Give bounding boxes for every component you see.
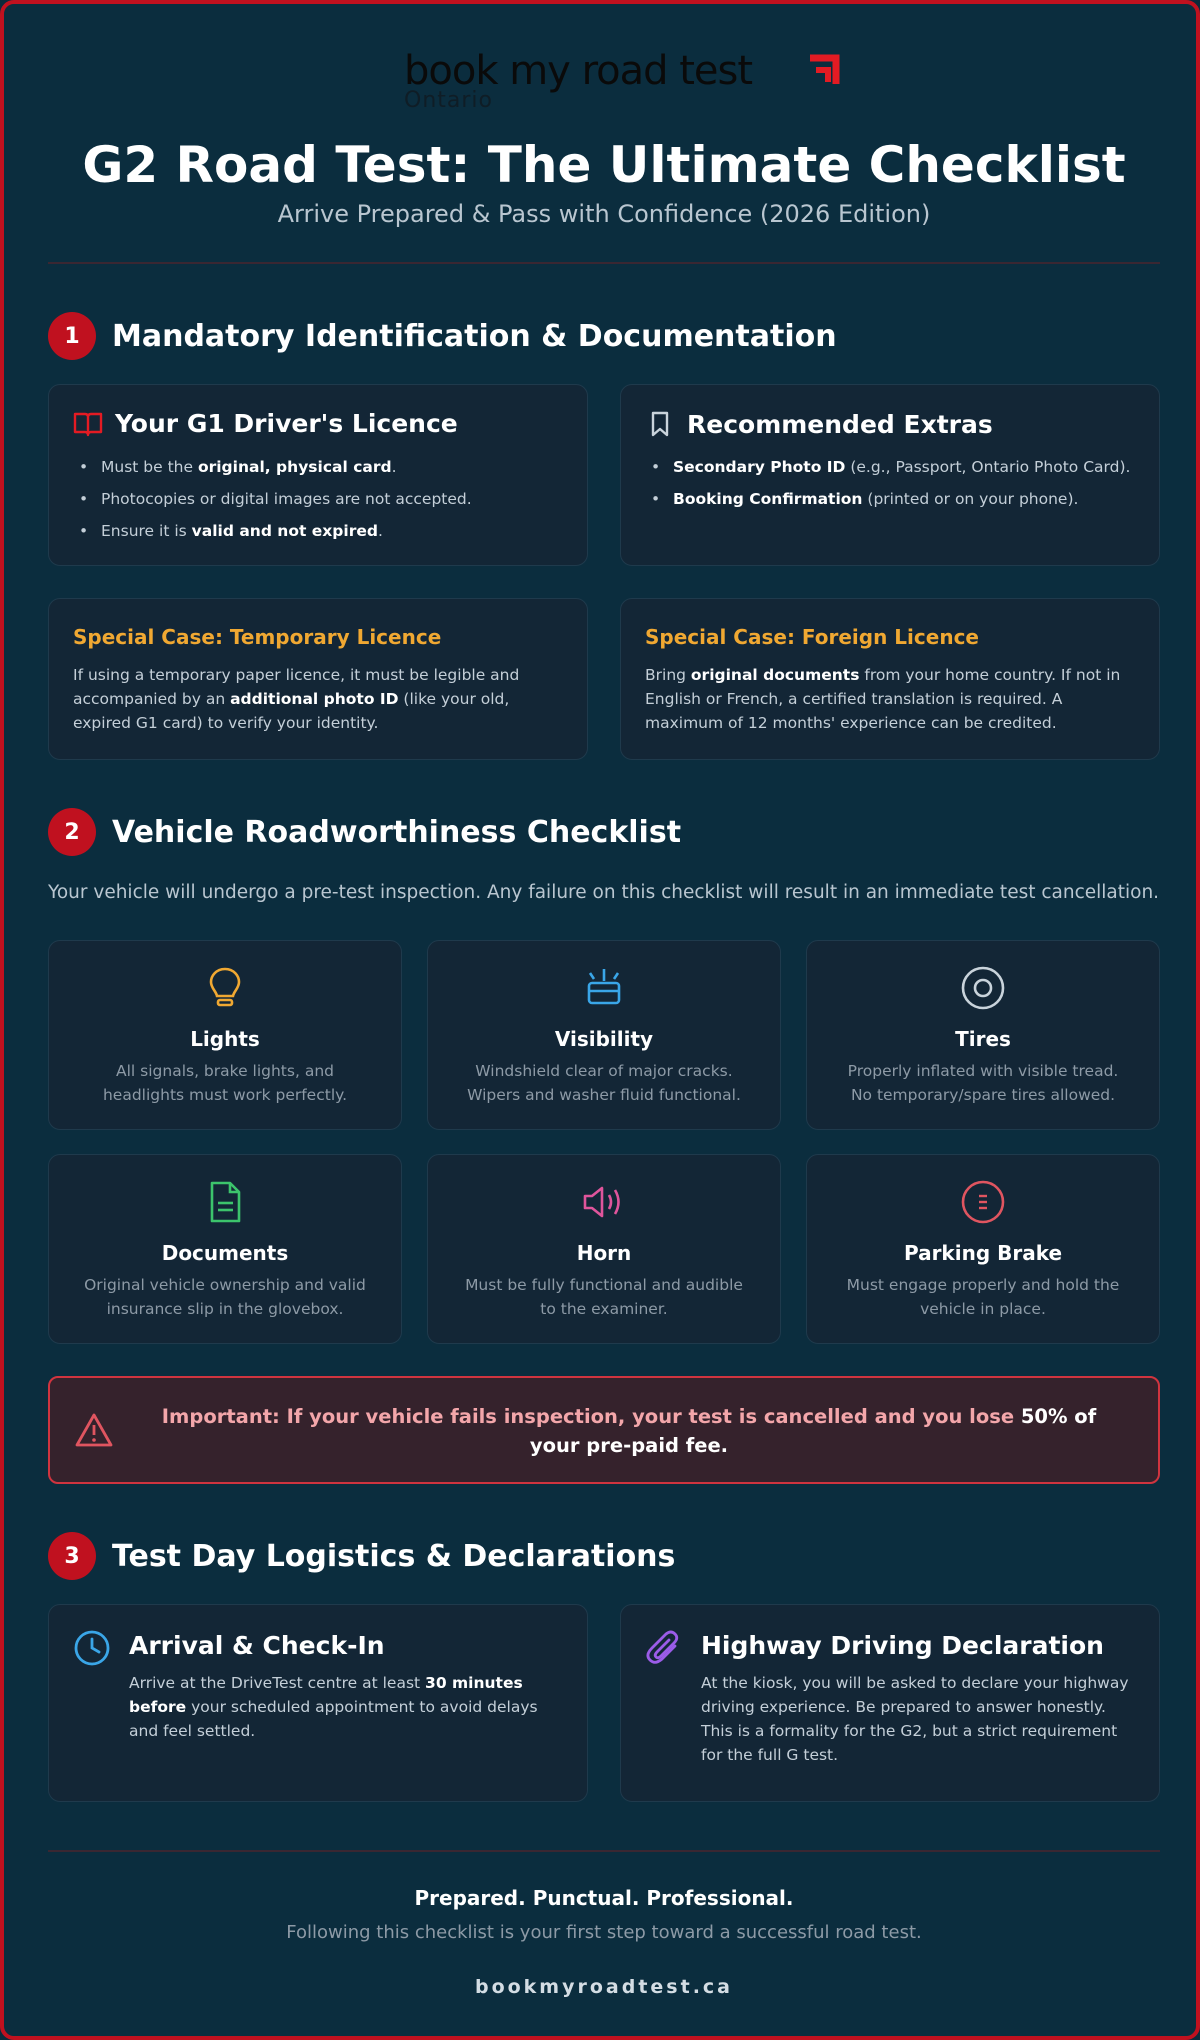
section-2-heading	[48, 808, 681, 856]
list-item: • Secondary Photo ID (e.g., Passport, Ontario Photo Card).	[651, 455, 1135, 479]
section-number: 3	[48, 1532, 96, 1580]
extras-list	[651, 455, 1135, 519]
section-number: 1	[48, 312, 96, 360]
tile-icon-wrap	[49, 965, 401, 1011]
list-item: • Booking Confirmation (printed or on your phone).	[651, 487, 1135, 511]
divider	[48, 1850, 1160, 1852]
card-body: Bring original documents from your home country. If not in English or French, a certified translation is required. A maximum of 12 months' experience can be credited.	[645, 666, 1121, 732]
card-title: Arrival & Check-In	[129, 1631, 385, 1660]
brand-logo[interactable]	[404, 48, 824, 118]
section-intro: Your vehicle will undergo a pre-test inspection. Any failure on this checklist will result in an immediate test cancellation.	[48, 882, 1160, 903]
windshield-icon	[581, 965, 627, 1011]
lights-tile	[48, 940, 402, 1130]
card-title-row	[645, 409, 993, 439]
tires-tile	[806, 940, 1160, 1130]
tire-icon	[960, 965, 1006, 1011]
parking-brake-icon	[960, 1179, 1006, 1225]
list-item: • Ensure it is valid and not expired.	[79, 519, 563, 543]
tile-body: Windshield clear of major cracks. Wipers and washer fluid functional.	[467, 1062, 741, 1104]
section-title: Mandatory Identification & Documentation	[112, 318, 837, 354]
list-item: • Must be the original, physical card.	[79, 455, 563, 479]
section-title: Test Day Logistics & Declarations	[112, 1538, 676, 1574]
highway-declaration-card	[620, 1604, 1160, 1802]
foreign-licence-card	[620, 598, 1160, 760]
paperclip-icon	[645, 1629, 683, 1667]
page-title: G2 Road Test: The Ultimate Checklist	[82, 136, 1126, 194]
card-title: Recommended Extras	[687, 409, 993, 439]
card-body: Arrive at the DriveTest centre at least 30 minutes before your scheduled appointment to avoid delays and feel settled.	[129, 1674, 538, 1740]
recommended-extras-card	[620, 384, 1160, 566]
section-number: 2	[48, 808, 96, 856]
card-title: Special Case: Temporary Licence	[73, 625, 442, 649]
section-title: Vehicle Roadworthiness Checklist	[112, 814, 682, 850]
card-title: Special Case: Foreign Licence	[645, 625, 979, 649]
arrival-checkin-card	[48, 1604, 588, 1802]
brand-arrow-icon	[806, 50, 850, 94]
lightbulb-icon	[202, 965, 248, 1011]
licence-requirements-list	[79, 455, 563, 551]
tile-icon-wrap	[428, 965, 780, 1011]
warning-icon	[74, 1412, 114, 1448]
tile-body: Properly inflated with visible tread. No temporary/spare tires allowed.	[847, 1062, 1119, 1104]
section-1-heading	[48, 312, 837, 360]
tile-title: Visibility	[554, 1027, 654, 1051]
temporary-licence-card	[48, 598, 588, 760]
card-title: Highway Driving Declaration	[701, 1631, 1104, 1660]
tile-icon-wrap	[807, 965, 1159, 1011]
card-title-row	[73, 409, 458, 438]
card-body: At the kiosk, you will be asked to declare your highway driving experience. Be prepared to answer honestly. This is a formality for the G2, but a strict requirement for the full G test.	[701, 1674, 1129, 1764]
alert-text: Important: If your vehicle fails inspection, your test is cancelled and you lose 50% of your pre-paid fee.	[161, 1405, 1097, 1457]
list-item: • Photocopies or digital images are not accepted.	[79, 487, 563, 511]
horn-tile	[427, 1154, 781, 1344]
divider	[48, 262, 1160, 264]
documents-tile	[48, 1154, 402, 1344]
book-open-icon	[73, 410, 103, 438]
horn-icon	[581, 1179, 627, 1225]
tile-title: Tires	[955, 1027, 1011, 1051]
tile-body: All signals, brake lights, and headlights must work perfectly.	[102, 1062, 348, 1104]
tile-title: Documents	[161, 1241, 289, 1265]
parking-brake-tile	[806, 1154, 1160, 1344]
tile-title: Lights	[190, 1027, 260, 1051]
brand-sub: Ontario	[404, 88, 493, 113]
card-title: Your G1 Driver's Licence	[115, 409, 458, 438]
brand-name: book my road test	[404, 48, 753, 94]
tile-title: Horn	[576, 1241, 632, 1265]
section-3-heading	[48, 1532, 675, 1580]
card-body: If using a temporary paper licence, it must be legible and accompanied by an additional photo ID (like your old, expired G1 card) to verify your identity.	[73, 666, 520, 732]
tile-icon-wrap	[807, 1179, 1159, 1225]
document-icon	[202, 1179, 248, 1225]
page-subtitle: Arrive Prepared & Pass with Confidence (2026 Edition)	[277, 200, 931, 228]
footer-tagline: Prepared. Punctual. Professional.	[414, 1886, 794, 1910]
tile-icon-wrap	[428, 1179, 780, 1225]
tile-body: Must engage properly and hold the vehicle in place.	[846, 1276, 1120, 1318]
g1-licence-card	[48, 384, 588, 566]
inspection-warning-alert	[48, 1376, 1160, 1484]
footer-note: Following this checklist is your first step toward a successful road test.	[286, 1922, 922, 1943]
clock-icon	[73, 1629, 111, 1667]
tile-body: Original vehicle ownership and valid insurance slip in the glovebox.	[84, 1276, 366, 1318]
tile-icon-wrap	[49, 1179, 401, 1225]
tile-title: Parking Brake	[903, 1241, 1063, 1265]
bookmark-icon	[645, 409, 675, 439]
footer-website-link[interactable]: bookmyroadtest.ca	[474, 1976, 734, 1998]
tile-body: Must be fully functional and audible to the examiner.	[465, 1276, 743, 1318]
visibility-tile	[427, 940, 781, 1130]
